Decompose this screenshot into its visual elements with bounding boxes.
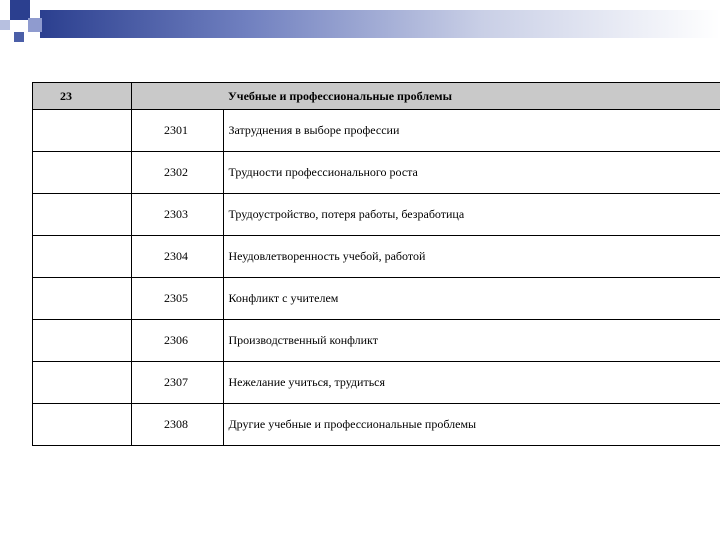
decor-square-dark <box>14 32 24 42</box>
table-row <box>33 236 720 278</box>
empty-cell <box>33 152 132 194</box>
row-code: 2302 <box>132 152 224 194</box>
row-code: 2301 <box>132 110 224 152</box>
decor-square-dark <box>10 0 30 20</box>
row-label: Трудности профессионального роста <box>223 152 720 194</box>
empty-cell <box>33 194 132 236</box>
table-row <box>33 194 720 236</box>
row-code: 2307 <box>132 362 224 404</box>
table-row <box>33 404 720 446</box>
row-code: 2304 <box>132 236 224 278</box>
table-row <box>33 362 720 404</box>
header-gradient-bar <box>40 10 720 38</box>
group-code: 23 <box>33 83 132 110</box>
empty-cell <box>33 404 132 446</box>
empty-cell <box>33 320 132 362</box>
row-label: Конфликт с учителем <box>223 278 720 320</box>
row-label: Другие учебные и профессиональные проблемы <box>223 404 720 446</box>
problem-codes-table <box>32 82 720 446</box>
decor-square-light <box>28 18 42 32</box>
row-label: Затруднения в выборе профессии <box>223 110 720 152</box>
row-label: Трудоустройство, потеря работы, безработица <box>223 194 720 236</box>
empty-cell <box>33 278 132 320</box>
table-row <box>33 152 720 194</box>
row-code: 2308 <box>132 404 224 446</box>
row-code: 2306 <box>132 320 224 362</box>
table-header-row <box>33 83 720 110</box>
table-row <box>33 110 720 152</box>
table-row <box>33 278 720 320</box>
empty-cell <box>33 362 132 404</box>
header-empty-cell <box>132 83 224 110</box>
row-label: Производственный конфликт <box>223 320 720 362</box>
empty-cell <box>33 110 132 152</box>
table-row <box>33 320 720 362</box>
group-title: Учебные и профессиональные проблемы <box>223 83 720 110</box>
row-code: 2303 <box>132 194 224 236</box>
row-label: Нежелание учиться, трудиться <box>223 362 720 404</box>
empty-cell <box>33 236 132 278</box>
decor-square-light <box>0 20 10 30</box>
row-code: 2305 <box>132 278 224 320</box>
row-label: Неудовлетворенность учебой, работой <box>223 236 720 278</box>
